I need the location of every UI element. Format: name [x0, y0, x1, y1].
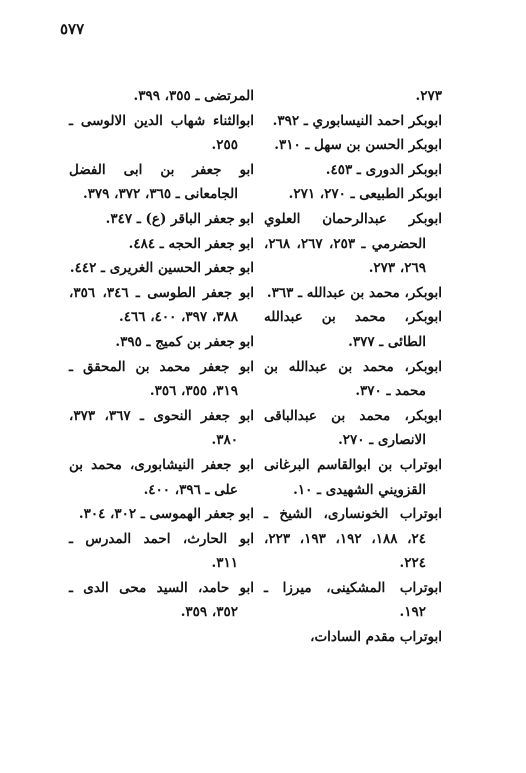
index-entry: ابو جعفر بن ابی الفضل الجامعانی ـ ٣٦٥، ٣٧٢، ٣٧٩.	[69, 161, 254, 203]
page-number: ٥٧٧	[60, 20, 85, 38]
index-entry: ابو جعفر النحوی ـ ٣٦٧، ٣٧٣، ٣٨٠.	[69, 407, 254, 449]
index-entry: ابو الحارث، احمد المدرس ـ ٣١١.	[69, 530, 254, 572]
index-entry: ابوتراب بن ابوالقاسم البرغانی القزويني الشهيدی ـ ١٠.	[264, 456, 442, 498]
index-entry: ابوتراب الخونساری، الشيخ ـ ٢٤، ١٨٨، ١٩٢، ١٩٣، ٢٢٣، ٢٢٤.	[264, 506, 442, 572]
index-column-left	[69, 84, 254, 625]
index-entry: ابوبكر الدوری ـ ٤٥٣.	[325, 161, 442, 178]
index-entry: ابو جعفر الحسين الغريری ـ ٤٤٢.	[69, 260, 254, 277]
index-entry: ابوتراب مقدم السادات،	[310, 629, 442, 646]
index-entry: ابو جعفر الحجه ـ ٤٨٤.	[128, 235, 254, 252]
index-entry: ابو جعفر النيشابوری، محمد بن علی ـ ٣٩٦، ٤٠٠.	[69, 456, 254, 498]
index-entry: ابوبكر، محمد بن عبدالباقی الانصاری ـ ٢٧٠.	[264, 407, 442, 449]
index-column-right	[264, 84, 442, 650]
index-entry: ابوبكر، محمد بن عبدالله ـ ٣٦٣.	[266, 284, 442, 301]
index-entry: ٢٧٣.	[415, 88, 442, 104]
index-entry: ابو جعفر محمد بن المحقق ـ ٣١٩، ٣٥٥، ٣٥٦.	[69, 358, 254, 400]
index-entry: ابوبكر عبدالرحمان العلوي الحضرمي ـ ٢٥٣، ٢٦٧، ٢٦٨، ٢٦٩، ٢٧٣.	[264, 210, 442, 277]
index-entry: ابو جعفر الطوسی ـ ٣٤٦، ٣٥٦، ٣٨٨، ٣٩٧، ٤٠٠، ٤٦٦.	[69, 284, 254, 326]
index-entry: ابوبكر، محمد بن عبدالله الطائی ـ ٣٧٧.	[264, 309, 442, 350]
index-entry: ابو حامد، السيد محی الدی ـ ٣٥٢، ٣٥٩.	[69, 579, 254, 621]
index-entry: ابوالثناء شهاب الدين الالوسی ـ ٢٥٥.	[69, 112, 254, 154]
index-entry: ابوبكر الطبيعی ـ ٢٧٠، ٢٧١.	[288, 186, 442, 203]
index-entry: ابوبكر الحسن بن سهل ـ ٣١٠.	[274, 137, 442, 154]
index-entry: المرتضی ـ ٣٥٥، ٣٩٩.	[133, 88, 254, 104]
index-entry: ابو جعفر الهموسی ـ ٣٠٢، ٣٠٤.	[78, 506, 254, 523]
index-entry: ابوتراب المشكينی، ميرزا ـ ١٩٢.	[264, 579, 442, 621]
index-entry: ابوبكر، محمد بن عبدالله بن محمد ـ ٣٧٠.	[264, 358, 442, 400]
index-entry: ابوبكر احمد النيسابوري ـ ٣٩٢.	[272, 112, 442, 129]
index-entry: ابو جعفر بن كميج ـ ٣٩٥.	[115, 333, 254, 350]
index-entry: ابو جعفر الباقر (ع) ـ ٣٤٧.	[105, 210, 254, 227]
